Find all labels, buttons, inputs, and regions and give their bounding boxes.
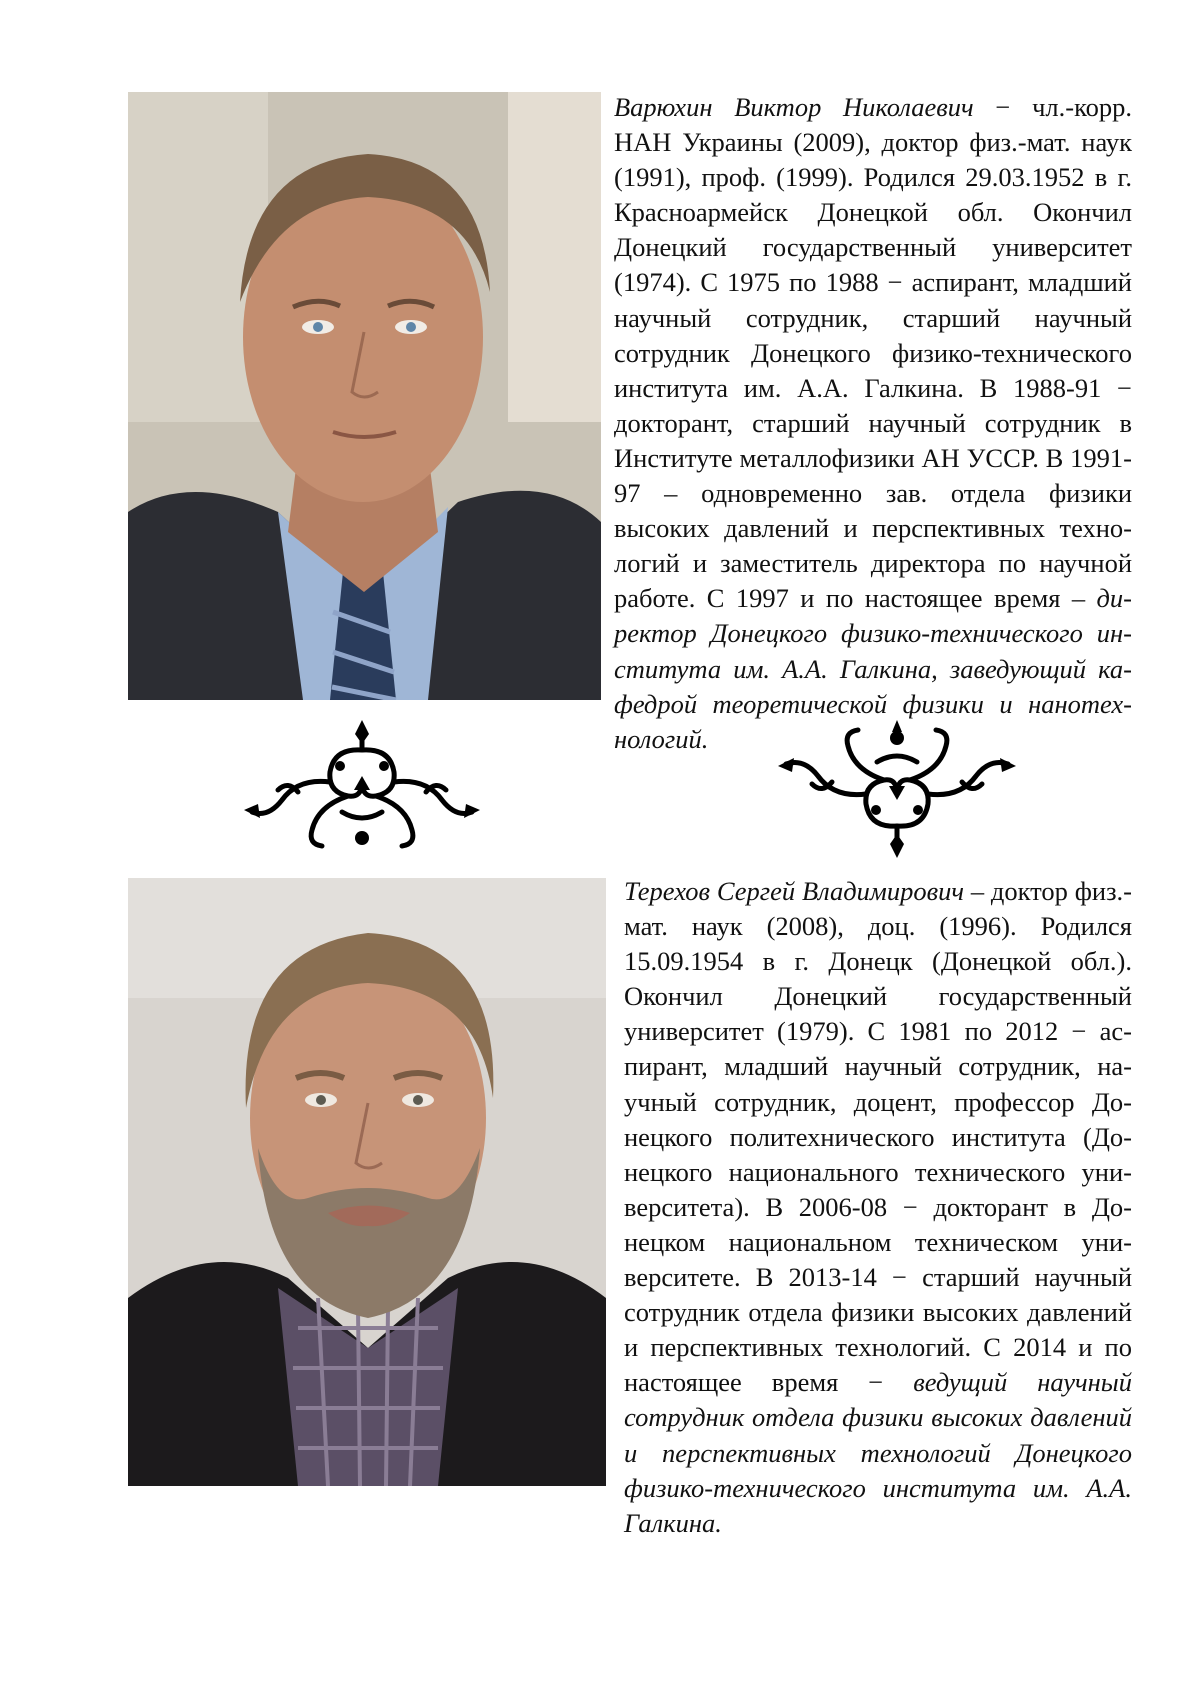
person-name: Терехов Сергей Владимирович (624, 876, 964, 906)
bio-body: – доктор физ.-мат. наук (2008), доц. (1996). Родился 15.09.1954 в г. Донецк (Донецкой обл.). Окончил Донецкий государственный университет (1979). С 1981 по 2012 − аспирант, младший научный сотрудник, научный сотрудник, доцент, профессор Донецкого политехнического института (Донецкого национального технического университета). В 2006-08 − докторант в Донецком национальном техническом университете. В 2013-14 − старший научный сотрудник отдела физики высоких давлений и перспективных технологий. С 2014 и по настоящее время − (624, 876, 1132, 1398)
ornament-flourish-icon (238, 720, 486, 850)
person-name: Варюхин Виктор Николаевич (614, 92, 974, 122)
portrait-photo-terekhov (128, 878, 606, 1486)
ornament-flourish-icon (772, 718, 1022, 858)
bio-body: − чл.-корр. НАН Украины (2009), доктор физ.-мат. наук (1991), проф. (1999). Родился 29.03.1952 в г. Красноармейск Донецкой обл. Окончил Донецкий государственный университет (1974). С 1975 по 1988 − аспирант, младший научный сотрудник, старший научный сотрудник Донецкого физико-технического института им. А.А. Галкина. В 1988-91 − докторант, старший научный сотрудник в Институте металлофизики АН УССР. В 1991-97 – одновременно зав. отдела физики высоких давлений и перспективных технологий и заместитель директора по научной работе. С 1997 и по настоящее время – (614, 92, 1132, 614)
decorative-ornament-left (238, 720, 486, 850)
decorative-ornament-right (772, 718, 1022, 858)
bio-text-terekhov (624, 874, 1132, 1541)
portrait-varyukhin-image (128, 92, 601, 700)
current-position: ведущий научный сотрудник отдела физики высоких давлений и перспективных технологий Донецкого физико-технического института им. А.А. Галкина. (624, 1367, 1132, 1538)
portrait-photo-varyukhin (128, 92, 601, 700)
portrait-terekhov-image (128, 878, 606, 1486)
current-position: директор Донецкого физико-технического института им. А.А. Галкина, заведующий кафедрой теоретической физики и нанотехнологий. (614, 583, 1132, 754)
bio-text-varyukhin (614, 90, 1132, 757)
